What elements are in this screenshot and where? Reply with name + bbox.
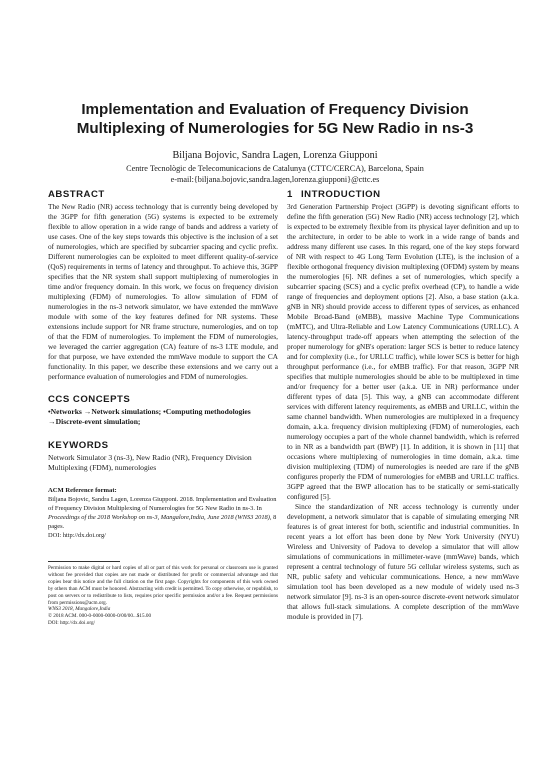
ccs-text: •Networks →Network simulations; •Computing methodologies →Discrete-event simulation; xyxy=(48,407,251,426)
venue-line: WNS3 2018, Mangalore,India xyxy=(48,606,111,613)
reference-format-heading: ACM Reference format: xyxy=(48,487,117,494)
section-number: 1 xyxy=(287,189,293,200)
affiliation: Centre Tecnològic de Telecomunicacions de Catalunya (CTTC/CERCA), Barcelona, Spain xyxy=(126,164,424,173)
abstract-heading: ABSTRACT xyxy=(48,189,105,200)
copyright-line: © 2018 ACM. 000-0-0000-0000-0/00/00...$15.00 xyxy=(48,613,152,620)
reference-format-text: Biljana Bojovic, Sandra Lagen, Lorenza Giupponi. 2018. Implementation and Evaluation of Frequency Division Multiplexing of Numerologies for 5G New Radio in ns-3. In Proceedings of the 2018 Workshop on ns-3, Mangalore,India, June 2018 (WNS3 2018), 8 pages. xyxy=(48,496,277,530)
keywords-heading: KEYWORDS xyxy=(48,440,109,451)
footnote-rule xyxy=(48,561,120,562)
introduction-paragraph-1: 3rd Generation Partnership Project (3GPP) is devoting significant efforts to define the fifth generation (5G) New Radio (NR) access technology [2], which is expected to be extremely flexible from its physical layer definition and up to the architecture, in order to be able to work in a wide range of bands and address many different use cases. In this regard, one of the key steps forward of NR with respect to 4G Long Term Evolution (LTE), is the inclusion of a flexible orthogonal frequency division multiplexing (OFDM) system by means the numerologies [6]. NR defines a set of numerologies, which specify a subcarrier spacing (SCS) and a cyclic prefix overhead (CP), to handle a wide range of frequencies and deployment options [2]. Also, a base station (a.k.a. gNB in NR) should provide access to different types of services, as enhanced Mobile Broad-Band (eMBB), massive Machine Type Communications (mMTC), and Ultra-Reliable and Low Latency Communications (URLLC). A latency-throughput trade-off appears when attempting the selection of the proper numerology for gNB's operation: larger SCS is better to reduce latency and for complexity (i.e., for URLLC traffic), while lower SCS is better for high throughput performance (i.e., for eMBB traffic). For that reason, 3GPP NR specifies that multiple numerologies should be able to be multiplexed in time and/or frequency for a better user (a.k.a. UE in NR) performance under different types of data [5]. This way, a gNB can accommodate different services with different latency requirements, as eMBB and URLLC, within the same channel bandwidth. When numerologies are multiplexed in a frequency domain, a.k.a. frequency division multiplexing (FDM) of numerologies, each numerology occupies a part of the whole channel bandwidth, which is referred to in NR as a bandwidth part (BWP) [1]. In addition, it is shown in [11] that occasions where multiplexing of numerologies in time domain, a.k.a. time division multiplexing (TDM) of numerologies is needed are rare if the gNB configures properly the FDM of numerologies for eMBB and URLLC traffics. 3GPP agreed that the BWP allocation has to be statically or semi-statically configured [5]. xyxy=(287,202,519,501)
author-email: e-mail:{biljana.bojovic,sandra.lagen,lorenza.giupponi}@cttc.es xyxy=(170,175,380,184)
introduction-heading: 1 INTRODUCTION xyxy=(287,189,381,200)
reference-format-doi: DOI: http://dx.doi.org/ xyxy=(48,532,106,539)
ccs-heading: CCS CONCEPTS xyxy=(48,394,131,405)
permission-notice: Permission to make digital or hard copies of all or part of this work for personal or classroom use is granted without fee provided that copies are not made or distributed for profit or commercial advantage and that copies bear this notice and the full citation on the first page. Copyrights for components of this work owned by others than ACM must be honored. Abstracting with credit is permitted. To copy otherwise, or republish, to post on servers or to redistribute to lists, requires prior specific permission and/or a fee. Request permissions from permissions@acm.org. xyxy=(48,565,278,606)
keywords-text: Network Simulator 3 (ns-3), New Radio (NR), Frequency Division Multiplexing (FDM), numerologies xyxy=(48,453,252,472)
title-line-1: Implementation and Evaluation of Frequency Division xyxy=(81,101,469,118)
author-list: Biljana Bojovic, Sandra Lagen, Lorenza Giupponi xyxy=(172,150,378,161)
left-column xyxy=(48,189,278,627)
doi-line: DOI: http://dx.doi.org/ xyxy=(48,620,96,627)
right-column xyxy=(287,189,519,622)
title-line-2: Multiplexing of Numerologies for 5G New Radio in ns-3 xyxy=(76,120,474,137)
paper-title xyxy=(40,100,510,138)
abstract-text: The New Radio (NR) access technology that is currently being developed by the 3GPP for fifth generation (5G) systems is expected to be extremely flexible to allow operation in a wide range of bands and address a variety of use cases. One of the key steps towards this objective is the inclusion of a set of numerologies, which are specified by subcarrier spacing and cyclic prefix. Different numerologies can be exploited to meet different quality-of-service (QoS) requirements in terms of latency and throughput. To achieve this, 3GPP specifies that the NR system shall support multiplexing of numerologies in time and/or frequency domain. In this work, we focus on frequency division multiplexing (FDM) of numerologies. To allow simulation of FDM of numerologies in the ns-3 network simulator, we have extended the mmWave module with some of the key features defined for NR systems. These extensions include support for NR frame structure, numerologies, and on top of that the FDM of numerologies. To implement the FDM of numerologies, we leveraged the carrier aggregation (CA) feature of ns-3 LTE module, and for that purpose, we have extended the mmWave module to support the CA functionality. In this paper, we describe these extensions and we carry out a performance evaluation of numerologies and FDM of numerologies. xyxy=(48,202,278,381)
introduction-paragraph-2: Since the standardization of NR access technology is currently under development, a network simulator that is capable of simulating emerging NR features is of great interest for both, scientific and industrial communities. In recent years a lot effort has been done by New York University (NYU) Wireless and University of Padova to develop a simulator that will allow simulations of communications in millimeter-wave (mmWave) bands, which represent a central technology of future 5G cellular wireless systems, such as NR, public safety and vehicular communications. Hence, a new mmWave simulation tool has been developed as a new module of widely used ns-3 network simulator [9]. ns-3 is an open-source discrete-event network simulator that allows full-stack simulations. A complete description of the mmWave module is provided in [7]. xyxy=(287,502,519,621)
